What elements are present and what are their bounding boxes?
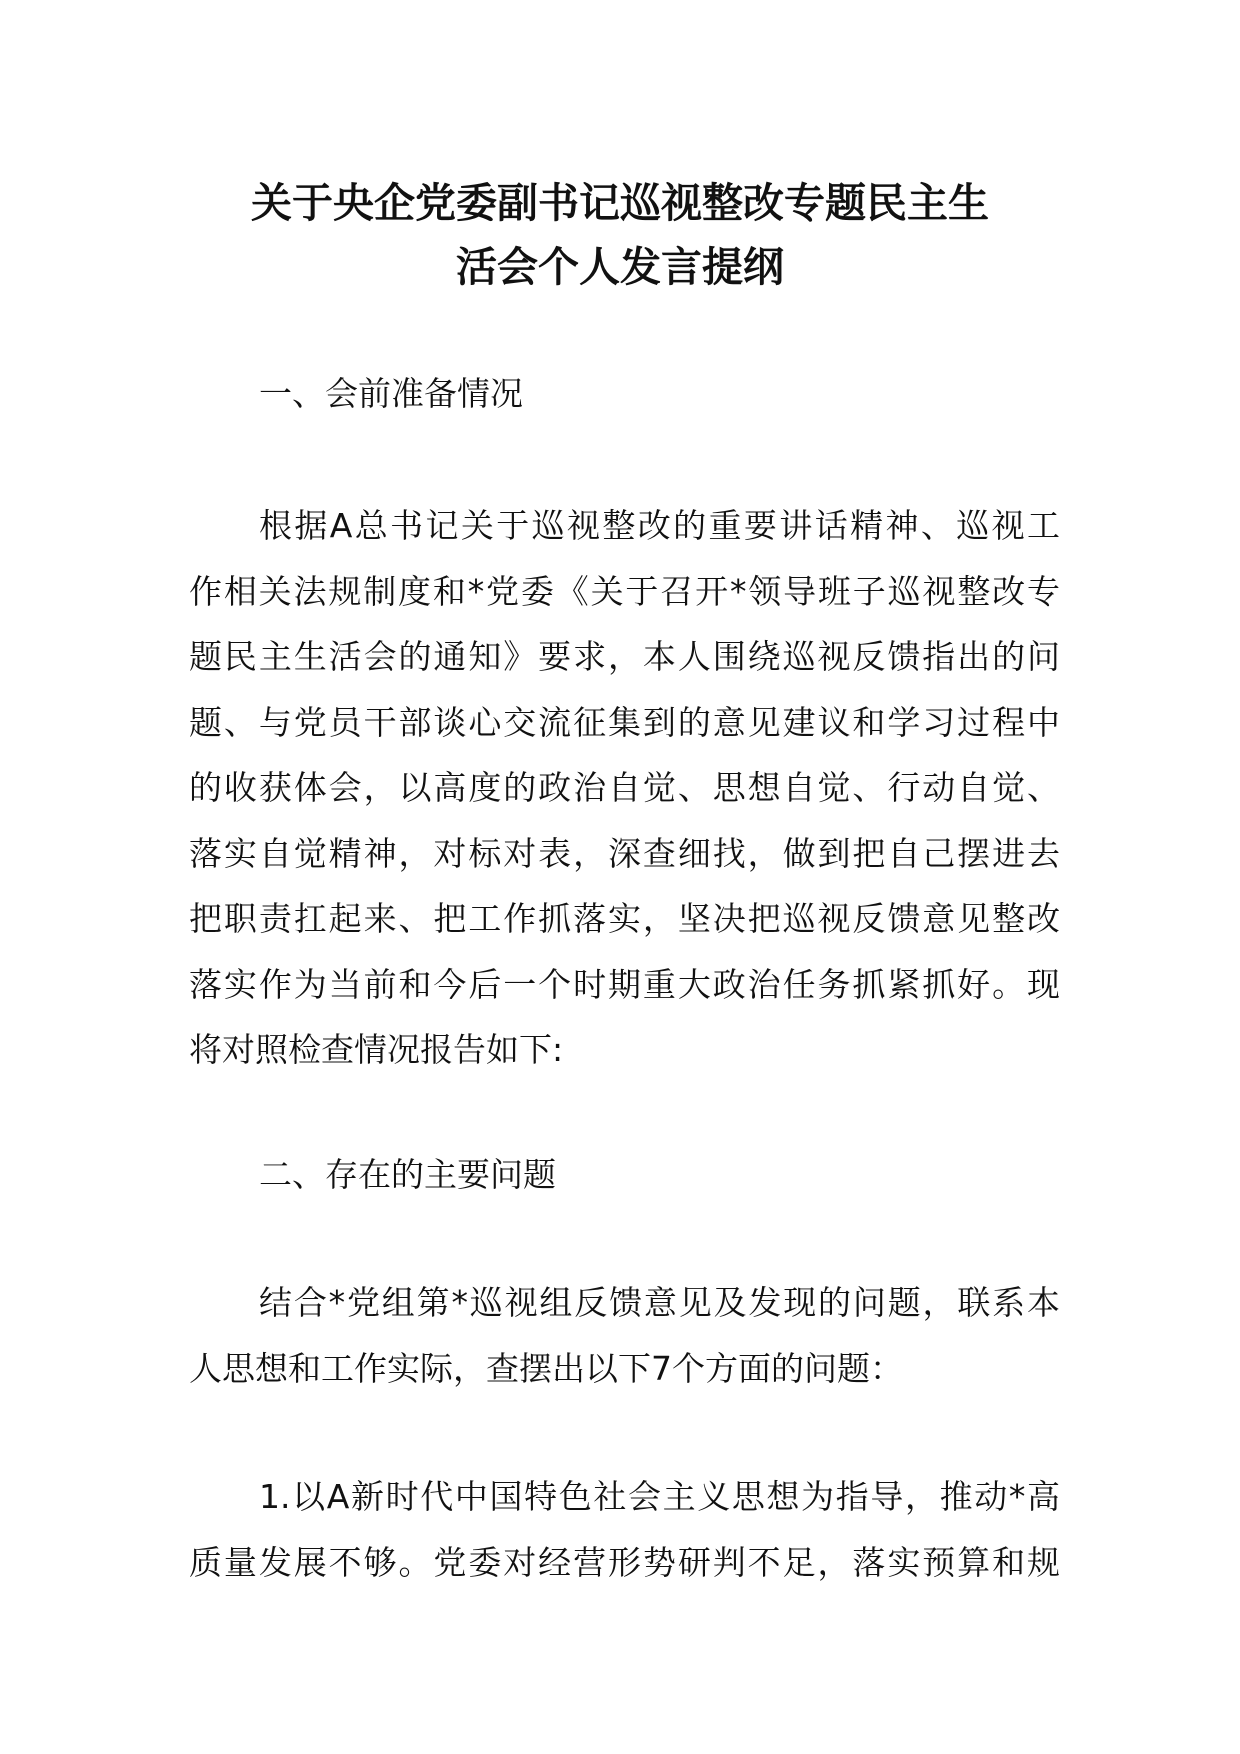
text-line: 落实作为当前和今后一个时期重大政治任务抓紧抓好。现	[189, 964, 1060, 1004]
text-line: 人思想和工作实际，查摆出以下7个方面的问题：	[189, 1348, 903, 1388]
text-line: 结合*党组第*巡视组反馈意见及发现的问题，联系本	[259, 1283, 1060, 1322]
text-line: 质量发展不够。党委对经营形势研判不足，落实预算和规	[189, 1542, 1060, 1582]
text-line: 把职责扛起来、把工作抓落实，坚决把巡视反馈意见整改	[189, 899, 1060, 938]
paragraph-1	[189, 493, 1060, 1083]
text-line: 题、与党员干部谈心交流征集到的意见建议和学习过程中	[189, 702, 1060, 742]
title-line: 活会个人发言提纲	[456, 243, 784, 291]
text-line: 二、存在的主要问题	[259, 1155, 556, 1194]
title-line: 关于央企党委副书记巡视整改专题民主生	[251, 179, 989, 227]
text-line: 根据A总书记关于巡视整改的重要讲话精神、巡视工	[259, 506, 1060, 545]
text-line: 一、会前准备情况	[259, 374, 523, 413]
text-line: 题民主生活会的通知》要求，本人围绕巡视反馈指出的问	[189, 637, 1060, 676]
paragraph-3	[189, 1464, 1060, 1595]
text-line: 落实自觉精神，对标对表，深查细找，做到把自己摆进去	[189, 833, 1060, 873]
text-line: 1.以A新时代中国特色社会主义思想为指导，推动*高	[259, 1477, 1060, 1516]
paragraph-2	[189, 1270, 1060, 1401]
document-title	[150, 171, 1090, 299]
text-line: 的收获体会，以高度的政治自觉、思想自觉、行动自觉、	[189, 768, 1060, 807]
heading-1	[189, 361, 1060, 427]
text-line: 作相关法规制度和*党委《关于召开*领导班子巡视整改专	[189, 571, 1060, 611]
text-line: 将对照检查情况报告如下:	[189, 1030, 564, 1069]
heading-2	[189, 1142, 1060, 1208]
